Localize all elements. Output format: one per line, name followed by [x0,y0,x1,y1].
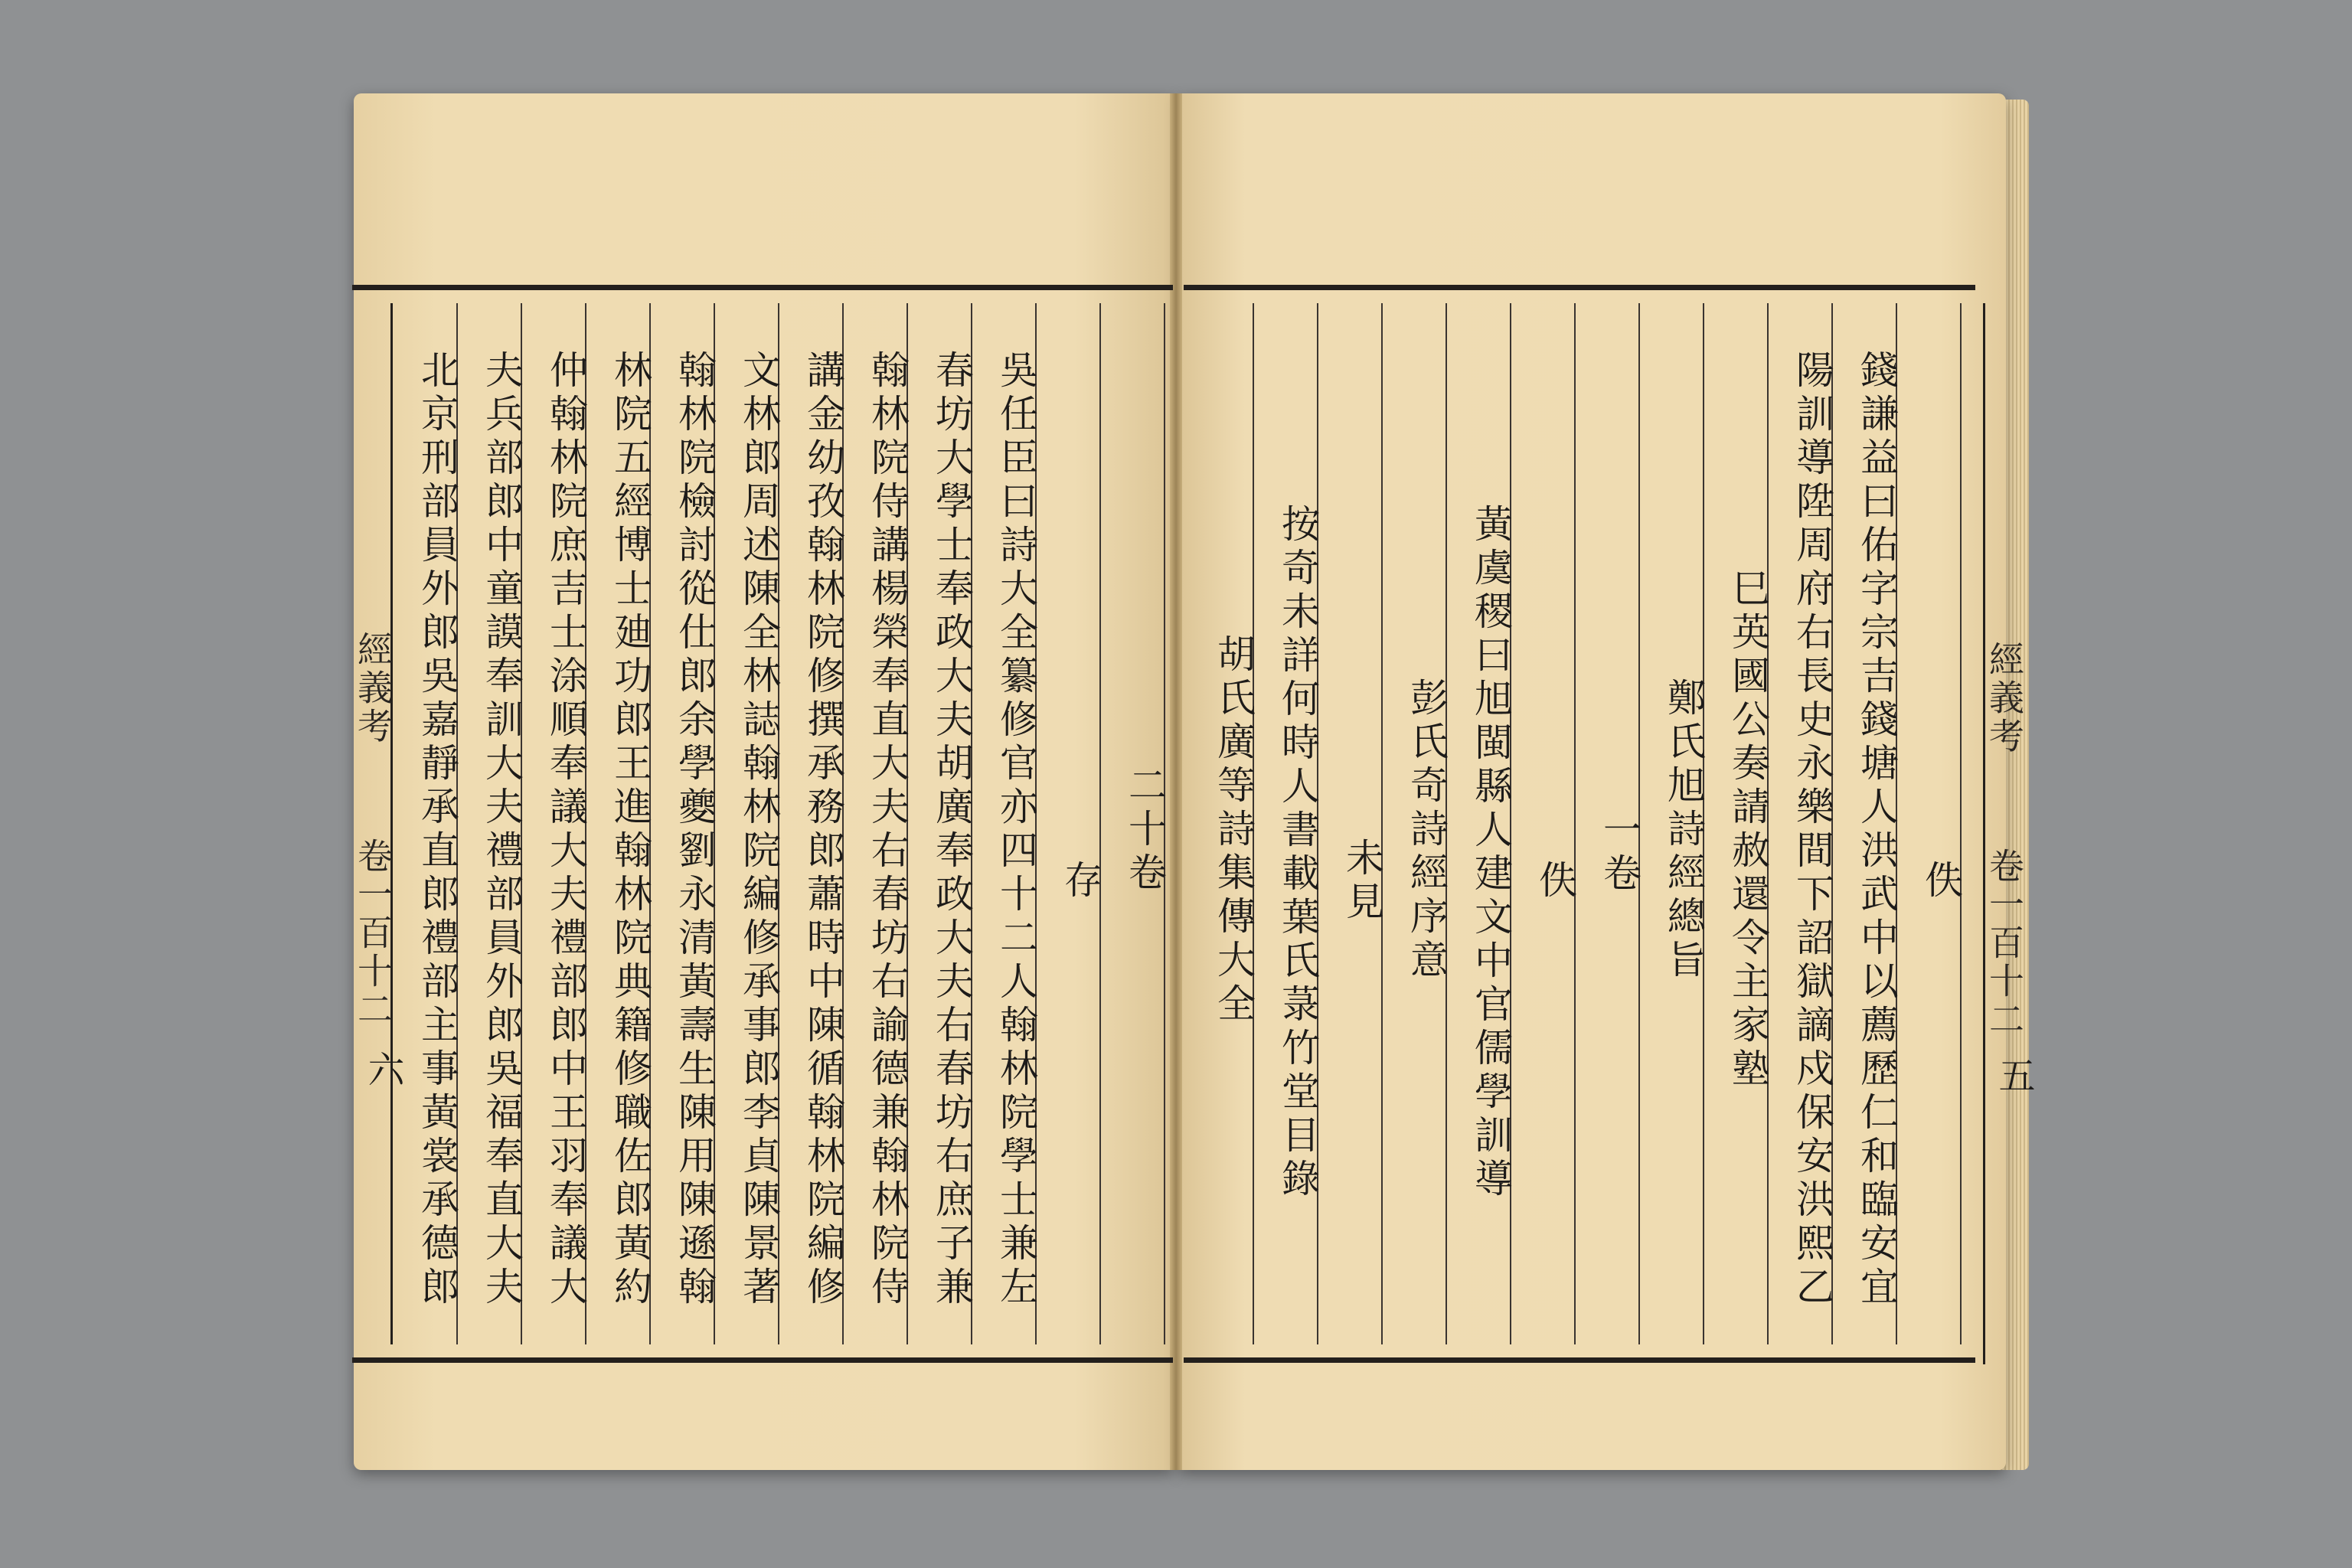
margin-title: 經義考 [352,631,394,746]
text-column: 二十卷 [1099,303,1165,1344]
text-column: 文林郎周述陳全林誌翰林院編修承事郎李貞陳景著 [714,303,779,1344]
text-column: 夫兵部郎中童謨奉訓大夫禮部員外郎吳福奉直大夫 [456,303,522,1344]
text-column: 佚 [1510,303,1576,1344]
text-column: 按奇未詳何時人書載葉氏菉竹堂目錄 [1253,303,1318,1344]
text-column: 未見 [1317,303,1383,1344]
text-column: 仲翰林院庶吉士涂順奉議大夫禮部郎中王羽奉議大 [521,303,586,1344]
text-column: 吳任臣曰詩大全纂修官亦四十二人翰林院學士兼左 [971,303,1037,1344]
text-column: 鄭氏旭詩經總旨 [1638,303,1704,1344]
text-column: 佚 [1896,303,1962,1344]
left-margin-column [352,303,393,1344]
margin-volume: 卷一百十二 [352,838,394,1029]
text-column: 一卷 [1574,303,1640,1344]
text-column: 林院五經博士廸功郎王進翰林院典籍修職佐郎黃約 [585,303,651,1344]
right-page-number: 五 [1992,1057,2035,1093]
margin-volume: 卷一百十二 [1984,848,2025,1039]
text-column: 彭氏奇詩經序意 [1381,303,1447,1344]
left-page-number: 六 [361,1050,404,1087]
frame-top-rule [352,285,1173,290]
text-column: 翰林院檢討從仕郎余學夔劉永清黃壽生陳用陳遜翰 [649,303,715,1344]
frame-bottom-rule [1184,1357,1975,1363]
right-margin-column [1983,303,2025,1364]
text-column: 春坊大學士奉政大夫胡廣奉政大夫右春坊右庶子兼 [906,303,972,1344]
left-text-frame [352,285,1173,1363]
frame-bottom-rule [352,1357,1173,1363]
text-column: 存 [1035,303,1101,1344]
right-text-frame [1184,285,1975,1363]
text-column: 講金幼孜翰林院修撰承務郎蕭時中陳循翰林院編修 [778,303,844,1344]
text-column: 錢謙益曰佑字宗吉錢塘人洪武中以薦歷仁和臨安宜 [1831,303,1897,1344]
margin-title: 經義考 [1984,641,2025,756]
text-column: 陽訓導陞周府右長史永樂間下詔獄謫戍保安洪熙乙 [1767,303,1833,1344]
text-column: 黃虞稷曰旭閩縣人建文中官儒學訓導 [1446,303,1511,1344]
frame-top-rule [1184,285,1975,290]
text-column: 胡氏廣等詩集傳大全 [1188,303,1254,1344]
text-column: 翰林院侍講楊榮奉直大夫右春坊右諭德兼翰林院侍 [842,303,908,1344]
text-column: 北京刑部員外郎吳嘉靜承直郎禮部主事黃裳承德郎 [392,303,458,1344]
text-column: 巳英國公奏請赦還令主家塾 [1703,303,1769,1344]
